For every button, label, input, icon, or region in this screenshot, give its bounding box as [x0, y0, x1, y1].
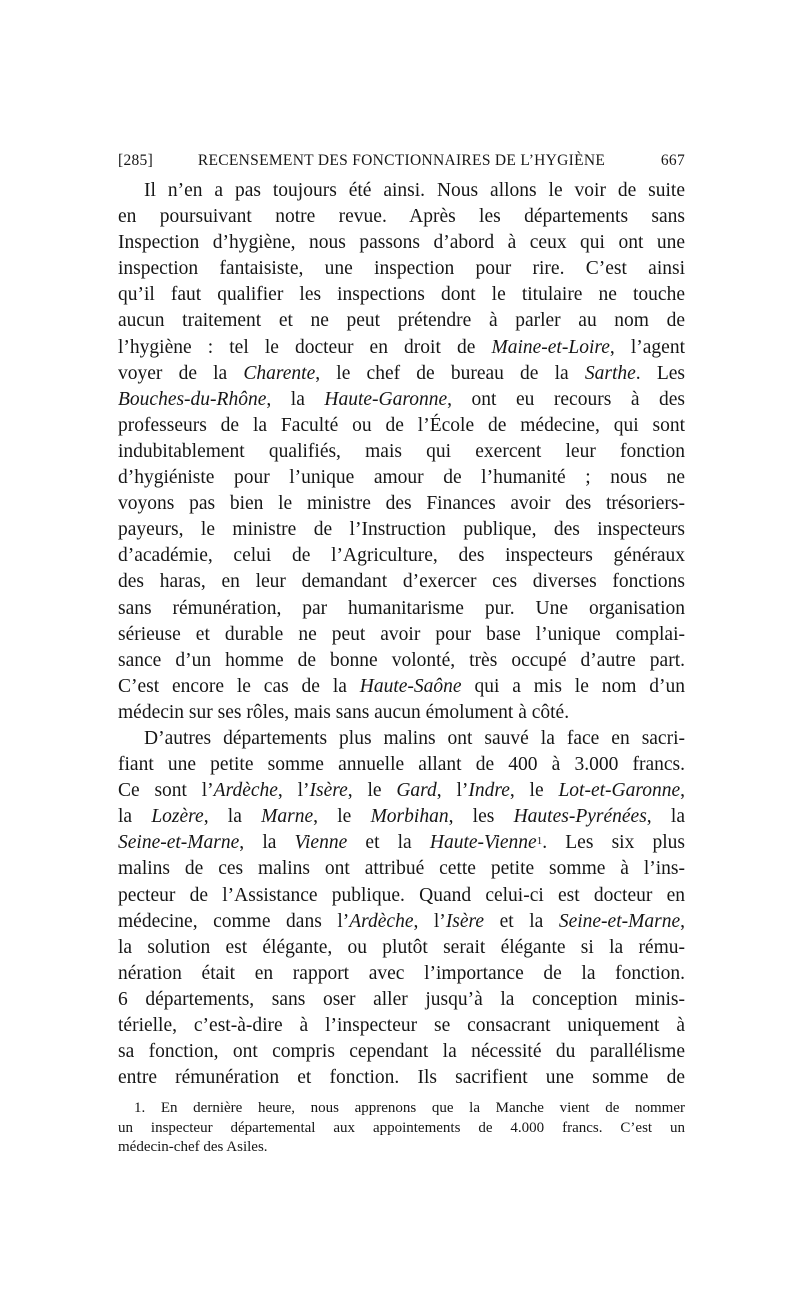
text-run: , la: [203, 806, 262, 828]
running-title: RECENSEMENT DES FONCTIONNAIRES DE L’HYGIÈNE: [197, 152, 606, 169]
text-run: l’hygiène : tel le docteur en droit de: [118, 336, 492, 358]
text-run: , l’: [436, 780, 469, 802]
text-line: fiant une petite somme annuelle allant de 400 à 3.000 francs.: [118, 754, 685, 776]
text-run: , le: [509, 780, 559, 802]
place-name: Lot-et-Garonne: [558, 780, 681, 802]
text-line: nération était en rapport avec l’importance de la fonction.: [118, 962, 685, 984]
text-line: D’autres départements plus malins ont sauvé la face en sacri-: [144, 727, 685, 749]
page-number: 667: [660, 152, 685, 169]
text-line: Inspection d’hygiène, nous passons d’abord à ceux qui ont une: [118, 232, 685, 254]
place-name: Morbihan: [370, 806, 449, 828]
text-line: la solution est élégante, ou plutôt serait élégante si la rému-: [118, 936, 685, 958]
place-name: Ardèche: [213, 780, 278, 802]
text-run: et la: [347, 832, 430, 854]
text-run: . Les six plus: [542, 832, 685, 854]
text-line: [118, 335, 685, 361]
text-line: professeurs de la Faculté ou de l’École de médecine, qui sont: [118, 414, 685, 436]
text-line: aucun traitement et ne peut prétendre à parler au nom de: [118, 310, 685, 332]
page: [118, 152, 685, 1091]
text-run: Ce sont l’: [118, 780, 214, 802]
text-run: , la: [239, 832, 295, 854]
place-name: Indre: [468, 780, 510, 802]
place-name: Hautes-Pyrénées: [513, 806, 647, 828]
text-line: sans rémunération, par humanitarisme pur. Une organisation: [118, 597, 685, 619]
section-number: [285]: [118, 152, 154, 169]
text-line: des haras, en leur demandant d’exercer ces diverses fonctions: [118, 571, 685, 593]
text-line: sa fonction, ont compris cependant la nécessité du parallélisme: [118, 1041, 685, 1063]
text-run: . Les: [635, 362, 685, 384]
footnote: [118, 1099, 685, 1158]
text-line: [118, 361, 685, 387]
text-line: [118, 830, 685, 856]
footnote-line: un inspecteur départemental aux appointements de 4.000 francs. C’est un: [118, 1119, 685, 1136]
place-name: Isère: [445, 910, 485, 932]
text-line: [118, 674, 685, 700]
text-line: [118, 387, 685, 413]
text-run: , le: [313, 806, 371, 828]
text-line: pecteur de l’Assistance publique. Quand celui-ci est docteur en: [118, 884, 685, 906]
text-line: payeurs, le ministre de l’Instruction publique, des inspecteurs: [118, 519, 685, 541]
text-run: médecine, comme dans l’: [118, 910, 350, 932]
place-name: Marne: [261, 806, 314, 828]
text-run: , le chef de bureau de la: [315, 362, 585, 384]
text-run: ,: [680, 780, 685, 802]
place-name: Isère: [309, 780, 348, 802]
paragraph-2: [118, 726, 685, 1091]
text-line: médecin sur ses rôles, mais sans aucun émolument à côté.: [118, 701, 570, 723]
text-line: malins de ces malins ont attribué cette petite somme à l’ins-: [118, 858, 685, 880]
text-run: qui a mis le nom d’un: [461, 675, 685, 697]
paragraph-1: [118, 178, 685, 726]
place-name: Seine-et-Marne: [118, 832, 240, 854]
text-run: , l’: [413, 910, 446, 932]
text-line: sérieuse et durable ne peut avoir pour base l’unique complai-: [118, 623, 685, 645]
text-run: , l’agent: [609, 336, 685, 358]
text-line: Il n’en a pas toujours été ainsi. Nous allons le voir de suite: [144, 180, 685, 201]
place-name: Gard: [396, 780, 437, 802]
text-line: inspection fantaisiste, une inspection pour rire. C’est ainsi: [118, 258, 685, 280]
place-name: Haute-Saône: [359, 675, 462, 697]
running-header: [118, 152, 685, 178]
text-line: indubitablement qualifiés, mais qui exercent leur fonction: [118, 440, 685, 462]
place-name: Lozère: [151, 806, 204, 828]
place-name: Charente: [243, 362, 316, 384]
footnote-line: 1. En dernière heure, nous apprenons que la Manche vient de nommer: [134, 1100, 685, 1116]
body-text: [118, 178, 685, 1091]
place-name: Bouches-du-Rhône: [118, 388, 267, 410]
place-name: Vienne: [294, 832, 348, 854]
place-name: Sarthe: [584, 362, 636, 384]
place-name: Haute-Vienne: [429, 832, 537, 854]
text-run: , la: [646, 806, 685, 828]
text-line: entre rémunération et fonction. Ils sacrifient une somme de: [118, 1067, 685, 1089]
text-line: [118, 804, 685, 830]
text-line: voyons pas bien le ministre des Finances avoir des trésoriers-: [118, 493, 685, 515]
text-run: , ont eu recours à des: [447, 388, 685, 410]
footnote-line: médecin-chef des Asiles.: [118, 1139, 268, 1155]
text-run: , le: [347, 780, 397, 802]
text-line: qu’il faut qualifier les inspections dont le titulaire ne touche: [118, 284, 685, 306]
text-run: ,: [680, 910, 685, 932]
text-run: , les: [448, 806, 514, 828]
text-line: d’hygiéniste pour l’unique amour de l’humanité ; nous ne: [118, 467, 685, 489]
text-run: et la: [484, 910, 559, 932]
text-line: térielle, c’est-à-dire à l’inspecteur se consacrant uniquement à: [118, 1015, 685, 1036]
text-run: , l’: [277, 780, 310, 802]
place-name: Ardèche: [349, 910, 414, 932]
place-name: Haute-Garonne: [324, 388, 448, 410]
text-line: sance d’un homme de bonne volonté, très occupé d’autre part.: [118, 649, 685, 671]
text-line: 6 départements, sans oser aller jusqu’à la conception minis-: [118, 988, 685, 1010]
text-line: [118, 778, 685, 804]
place-name: Maine-et-Loire: [491, 336, 610, 358]
text-line: en poursuivant notre revue. Après les départements sans: [118, 206, 685, 228]
text-run: la: [118, 806, 152, 828]
text-run: voyer de la: [118, 362, 244, 384]
text-run: C’est encore le cas de la: [118, 675, 360, 697]
text-line: d’académie, celui de l’Agriculture, des inspecteurs généraux: [118, 545, 685, 567]
text-line: [118, 909, 685, 935]
place-name: Seine-et-Marne: [558, 910, 681, 932]
footnote-ref[interactable]: 1: [536, 835, 543, 848]
text-run: , la: [266, 388, 325, 410]
